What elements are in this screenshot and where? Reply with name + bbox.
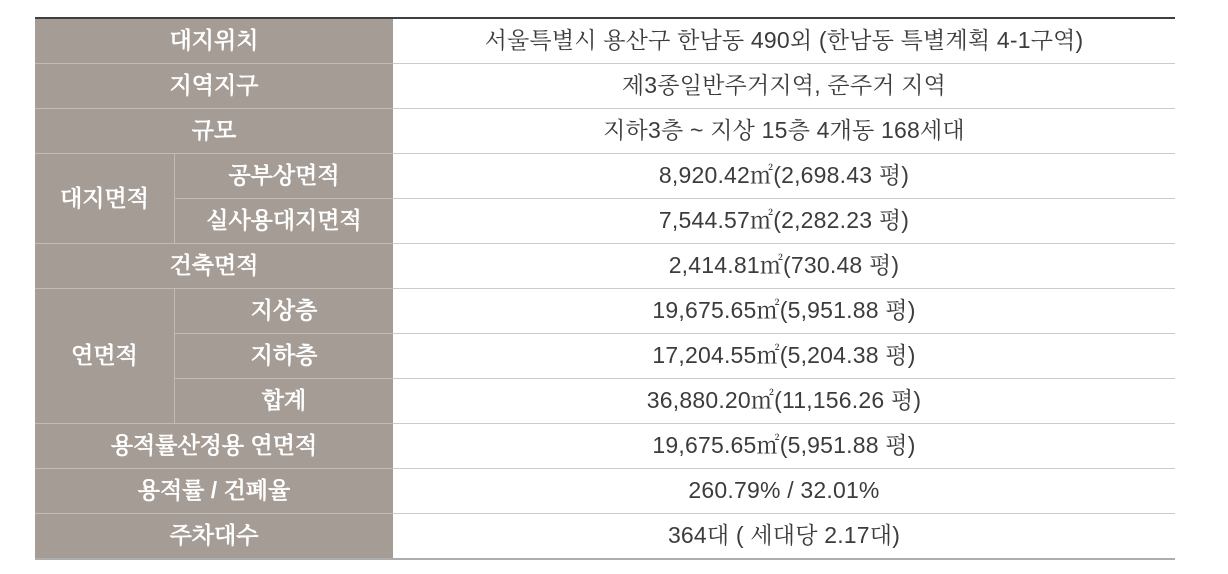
- value-parking-count: 364대 ( 세대당 2.17대): [393, 514, 1175, 558]
- table-row: [35, 469, 1175, 514]
- table-row: [35, 334, 1175, 379]
- label-above-ground-floors: 지상층: [175, 289, 393, 334]
- value-far-calculation-area: 19,675.65㎡(5,951.88 평): [393, 424, 1175, 469]
- label-scale: 규모: [35, 109, 393, 154]
- project-spec-table: [35, 17, 1175, 560]
- value-far-bcr: 260.79% / 32.01%: [393, 469, 1175, 514]
- table-row: [35, 424, 1175, 469]
- value-site-location: 서울특별시 용산구 한남동 490외 (한남동 특별계획 4-1구역): [393, 19, 1175, 64]
- value-floor-area-total: 36,880.20㎡(11,156.26 평): [393, 379, 1175, 424]
- value-official-area: 8,920.42㎡(2,698.43 평): [393, 154, 1175, 199]
- label-floor-area-total: 합계: [175, 379, 393, 424]
- table-row: [35, 514, 1175, 558]
- value-building-area: 2,414.81㎡(730.48 평): [393, 244, 1175, 289]
- value-zoning-district: 제3종일반주거지역, 준주거 지역: [393, 64, 1175, 109]
- label-actual-land-area: 실사용대지면적: [175, 199, 393, 244]
- label-site-location: 대지위치: [35, 19, 393, 64]
- table-row: [35, 379, 1175, 424]
- group-label-land-area: 대지면적: [35, 154, 175, 244]
- label-zoning-district: 지역지구: [35, 64, 393, 109]
- label-below-ground-floors: 지하층: [175, 334, 393, 379]
- label-far-bcr: 용적률 / 건폐율: [35, 469, 393, 514]
- table-row: [35, 109, 1175, 154]
- label-official-area: 공부상면적: [175, 154, 393, 199]
- table-row: [35, 244, 1175, 289]
- value-below-ground-floors: 17,204.55㎡(5,204.38 평): [393, 334, 1175, 379]
- table-row: [35, 199, 1175, 244]
- label-building-area: 건축면적: [35, 244, 393, 289]
- table-row: [35, 64, 1175, 109]
- value-actual-land-area: 7,544.57㎡(2,282.23 평): [393, 199, 1175, 244]
- label-far-calculation-area: 용적률산정용 연면적: [35, 424, 393, 469]
- value-scale: 지하3층 ~ 지상 15층 4개동 168세대: [393, 109, 1175, 154]
- table-row: [35, 154, 1175, 199]
- table-row: [35, 19, 1175, 64]
- table-row: [35, 289, 1175, 334]
- group-label-gross-floor-area: 연면적: [35, 289, 175, 424]
- label-parking-count: 주차대수: [35, 514, 393, 558]
- value-above-ground-floors: 19,675.65㎡(5,951.88 평): [393, 289, 1175, 334]
